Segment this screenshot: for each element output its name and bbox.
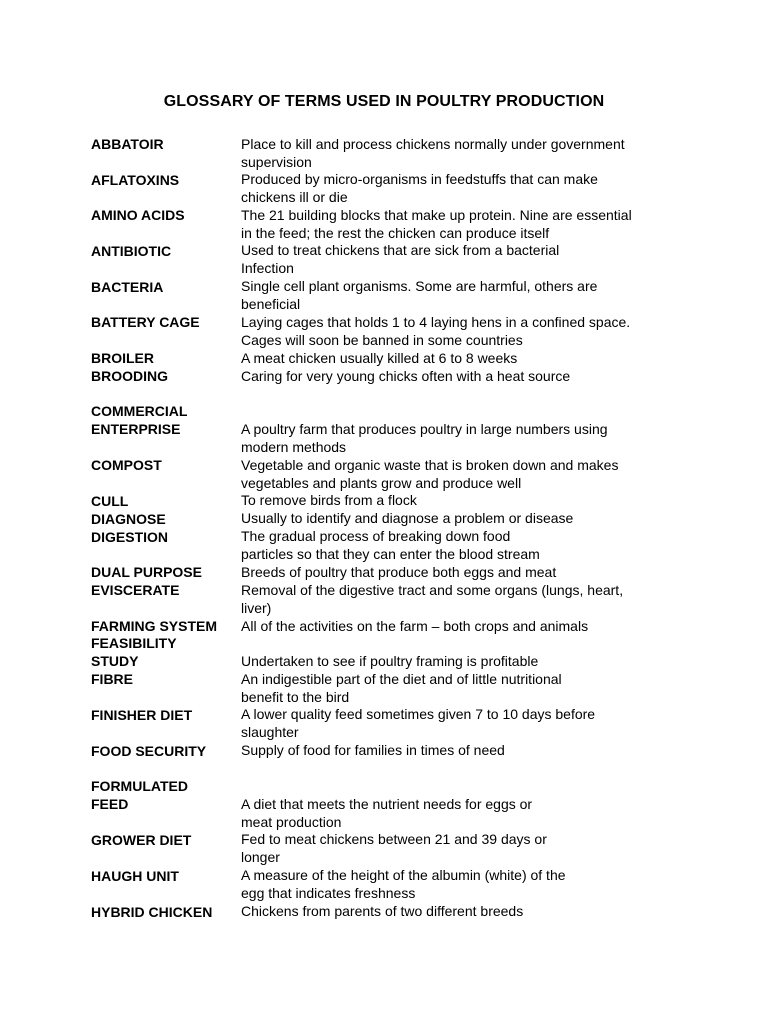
- glossary-definition: All of the activities on the farm – both crops and animals: [241, 618, 589, 634]
- glossary-definition: Undertaken to see if poultry framing is profitable: [241, 653, 539, 669]
- glossary-definition: Supply of food for families in times of need: [241, 742, 505, 758]
- glossary-definition: meat production: [241, 813, 342, 830]
- glossary-definition: beneficial: [241, 295, 301, 312]
- glossary-term: DIAGNOSE: [91, 511, 166, 527]
- glossary-definition: supervision: [241, 153, 312, 170]
- glossary-term: HYBRID CHICKEN: [91, 904, 213, 920]
- glossary-term: FARMING SYSTEM: [91, 618, 218, 634]
- glossary-definition: slaughter: [241, 723, 299, 740]
- glossary-definition: Caring for very young chicks often with a heat source: [241, 368, 571, 384]
- glossary-definition: A meat chicken usually killed at 6 to 8 weeks: [241, 350, 518, 366]
- glossary-term: ABBATOIR: [91, 136, 164, 152]
- glossary-definition: Produced by micro-organisms in feedstuffs that can make: [241, 171, 598, 187]
- glossary-term: BATTERY CAGE: [91, 314, 200, 330]
- glossary-term: HAUGH UNIT: [91, 868, 179, 884]
- glossary-term: COMPOST: [91, 457, 162, 473]
- glossary-definition: A diet that meets the nutrient needs for eggs or: [241, 796, 533, 812]
- glossary-definition: Used to treat chickens that are sick from a bacterial: [241, 242, 560, 258]
- glossary-term: FEED: [91, 796, 129, 812]
- glossary-definition: in the feed; the rest the chicken can produce itself: [241, 224, 550, 241]
- glossary-term: BROODING: [91, 368, 168, 384]
- page-title: GLOSSARY OF TERMS USED IN POULTRY PRODUCTION: [163, 93, 605, 110]
- glossary-term: ENTERPRISE: [91, 421, 181, 437]
- glossary-definition: vegetables and plants grow and produce well: [241, 474, 522, 491]
- glossary-definition: A poultry farm that produces poultry in large numbers using: [241, 421, 608, 437]
- glossary-term: GROWER DIET: [91, 832, 192, 848]
- glossary-term: BACTERIA: [91, 279, 164, 295]
- glossary-term: STUDY: [91, 653, 139, 669]
- glossary-definition: The 21 building blocks that make up protein. Nine are essential: [241, 207, 632, 223]
- glossary-definition: modern methods: [241, 438, 347, 455]
- glossary-term: FIBRE: [91, 671, 133, 687]
- glossary-term: FORMULATED: [91, 778, 188, 794]
- glossary-definition: Infection: [241, 259, 294, 276]
- glossary-term: AMINO ACIDS: [91, 207, 185, 223]
- glossary-term: DUAL PURPOSE: [91, 564, 202, 580]
- glossary-definition: Vegetable and organic waste that is broken down and makes: [241, 457, 619, 473]
- glossary-definition: chickens ill or die: [241, 188, 348, 205]
- glossary-definition: Place to kill and process chickens normally under government: [241, 136, 625, 152]
- glossary-term: ANTIBIOTIC: [91, 243, 172, 259]
- glossary-term: AFLATOXINS: [91, 172, 180, 188]
- glossary-definition: Laying cages that holds 1 to 4 laying hens in a confined space.: [241, 314, 631, 330]
- glossary-term: CULL: [91, 493, 129, 509]
- glossary-definition: Removal of the digestive tract and some organs (lungs, heart,: [241, 582, 624, 598]
- glossary-definition: Chickens from parents of two different breeds: [241, 903, 524, 919]
- glossary-definition: A lower quality feed sometimes given 7 to 10 days before: [241, 706, 596, 722]
- glossary-definition: The gradual process of breaking down food: [241, 528, 511, 544]
- glossary-definition: liver): [241, 599, 272, 616]
- glossary-definition: Single cell plant organisms. Some are harmful, others are: [241, 278, 598, 294]
- glossary-term: BROILER: [91, 350, 154, 366]
- glossary-term: FINISHER DIET: [91, 707, 193, 723]
- glossary-definition: Usually to identify and diagnose a problem or disease: [241, 510, 574, 526]
- glossary-definition: Breeds of poultry that produce both eggs and meat: [241, 564, 557, 580]
- glossary-definition: longer: [241, 848, 280, 865]
- glossary-term: FOOD SECURITY: [91, 743, 207, 759]
- glossary-term: DIGESTION: [91, 529, 169, 545]
- glossary-definition: To remove birds from a flock: [241, 492, 417, 508]
- glossary-definition: A measure of the height of the albumin (white) of the: [241, 867, 566, 883]
- glossary-definition: egg that indicates freshness: [241, 884, 416, 901]
- glossary-term: EVISCERATE: [91, 582, 180, 598]
- glossary-term: FEASIBILITY: [91, 635, 177, 651]
- glossary-definition: An indigestible part of the diet and of little nutritional: [241, 671, 562, 687]
- glossary-definition: Cages will soon be banned in some countries: [241, 331, 523, 348]
- glossary-term: COMMERCIAL: [91, 403, 188, 419]
- glossary-definition: Fed to meat chickens between 21 and 39 days or: [241, 831, 547, 847]
- glossary-definition: benefit to the bird: [241, 688, 350, 705]
- glossary-definition: particles so that they can enter the blood stream: [241, 545, 540, 562]
